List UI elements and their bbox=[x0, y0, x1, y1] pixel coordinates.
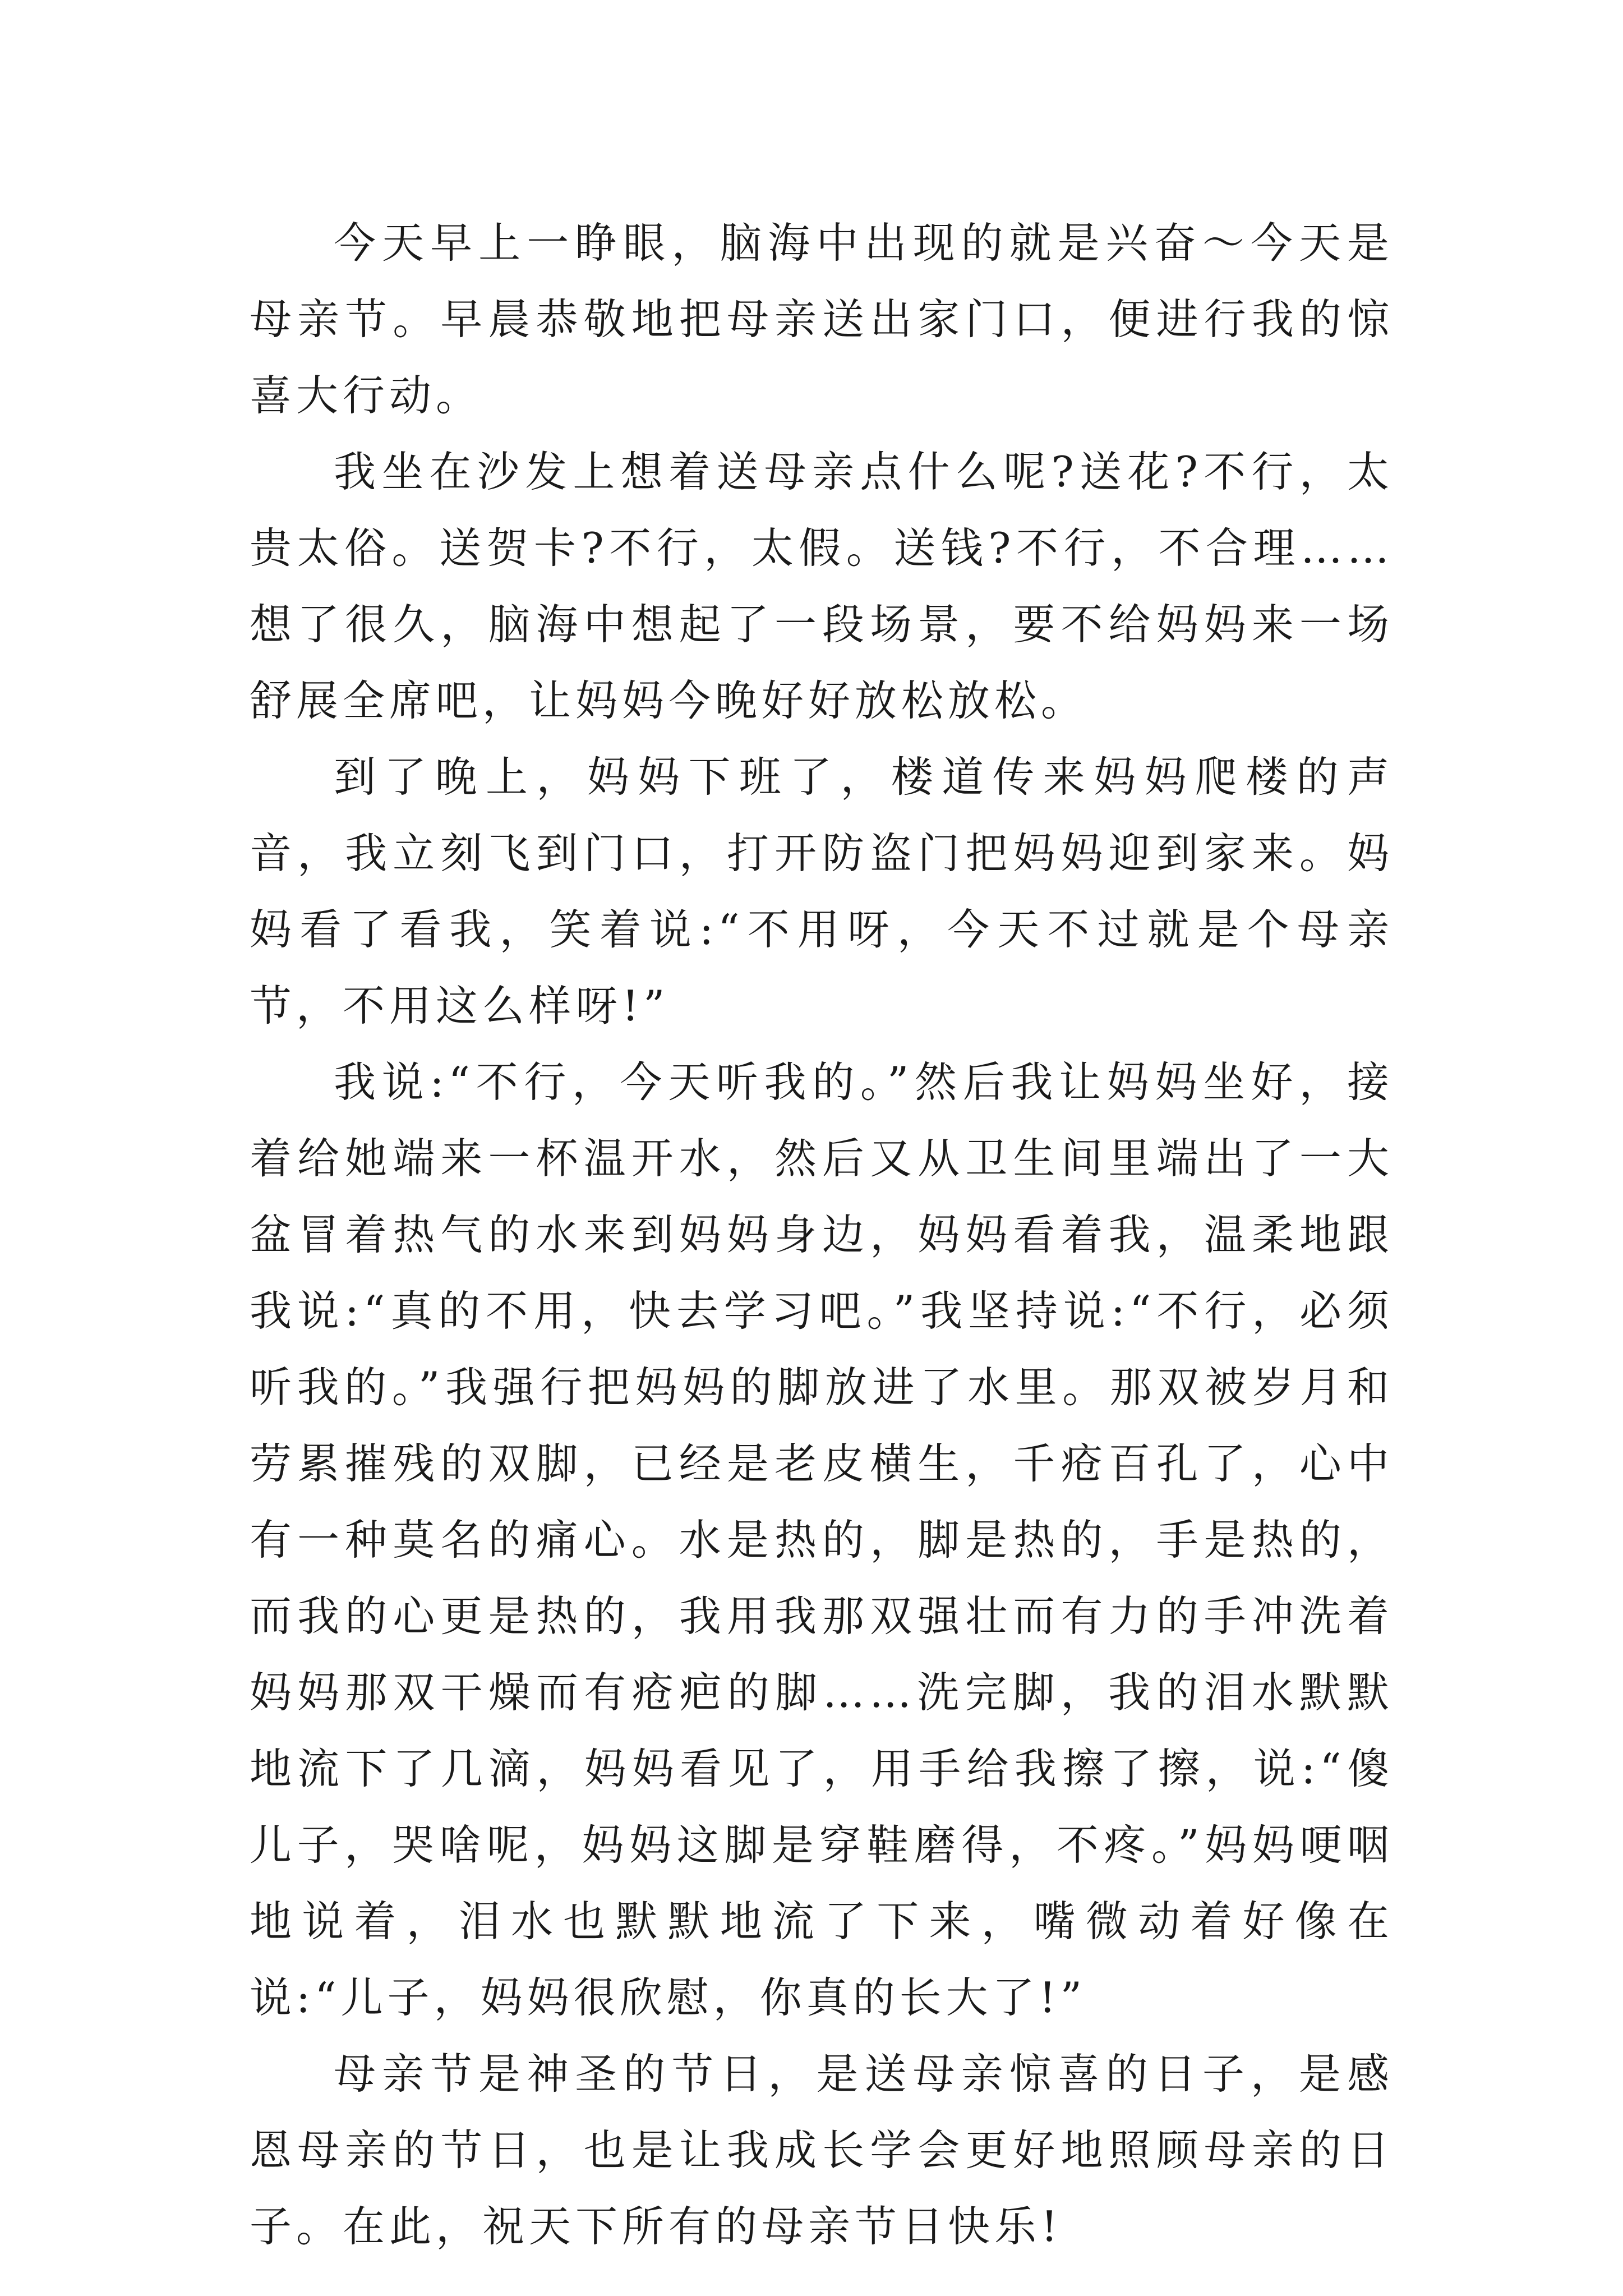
paragraph-3: 到了晚上，妈妈下班了，楼道传来妈妈爬楼的声音，我立刻飞到门口，打开防盗门把妈妈迎到家来。妈妈看了看我，笑着说:“不用呀，今天不过就是个母亲节，不用这么样呀!” bbox=[250, 752, 1394, 1030]
paragraph-5: 母亲节是神圣的节日，是送母亲惊喜的日子，是感恩母亲的节日，也是让我成长学会更好地照顾母亲的日子。在此，祝天下所有的母亲节日快乐! bbox=[250, 2049, 1394, 2251]
paragraph-4: 我说:“不行，今天听我的。”然后我让妈妈坐好，接着给她端来一杯温开水，然后又从卫生间里端出了一大盆冒着热气的水来到妈妈身边，妈妈看着我，温柔地跟我说:“真的不用，快去学习吧。”我坚持说:“不行，必须听我的。”我强行把妈妈的脚放进了水里。那双被岁月和劳累摧残的双脚，已经是老皮横生，千疮百孔了，心中有一种莫名的痛心。水是热的，脚是热的，手是热的，而我的心更是热的，我用我那双强壮而有力的手冲洗着妈妈那双干燥而有疮疤的脚……洗完脚，我的泪水默默地流下了几滴，妈妈看见了，用手给我擦了擦，说:“傻儿子，哭啥呢，妈妈这脚是穿鞋磨得，不疼。”妈妈哽咽地说着，泪水也默默地流了下来，嘴微动着好像在说:“儿子，妈妈很欣慰，你真的长大了!” bbox=[250, 1057, 1394, 2022]
document-body bbox=[250, 205, 1394, 2265]
paragraph-1: 今天早上一睁眼，脑海中出现的就是兴奋～今天是母亲节。早晨恭敬地把母亲送出家门口，便进行我的惊喜大行动。 bbox=[250, 218, 1394, 420]
paragraph-2: 我坐在沙发上想着送母亲点什么呢?送花?不行，太贵太俗。送贺卡?不行，太假。送钱?不行，不合理……想了很久，脑海中想起了一段场景，要不给妈妈来一场舒展全席吧，让妈妈今晚好好放松放松。 bbox=[250, 447, 1394, 725]
